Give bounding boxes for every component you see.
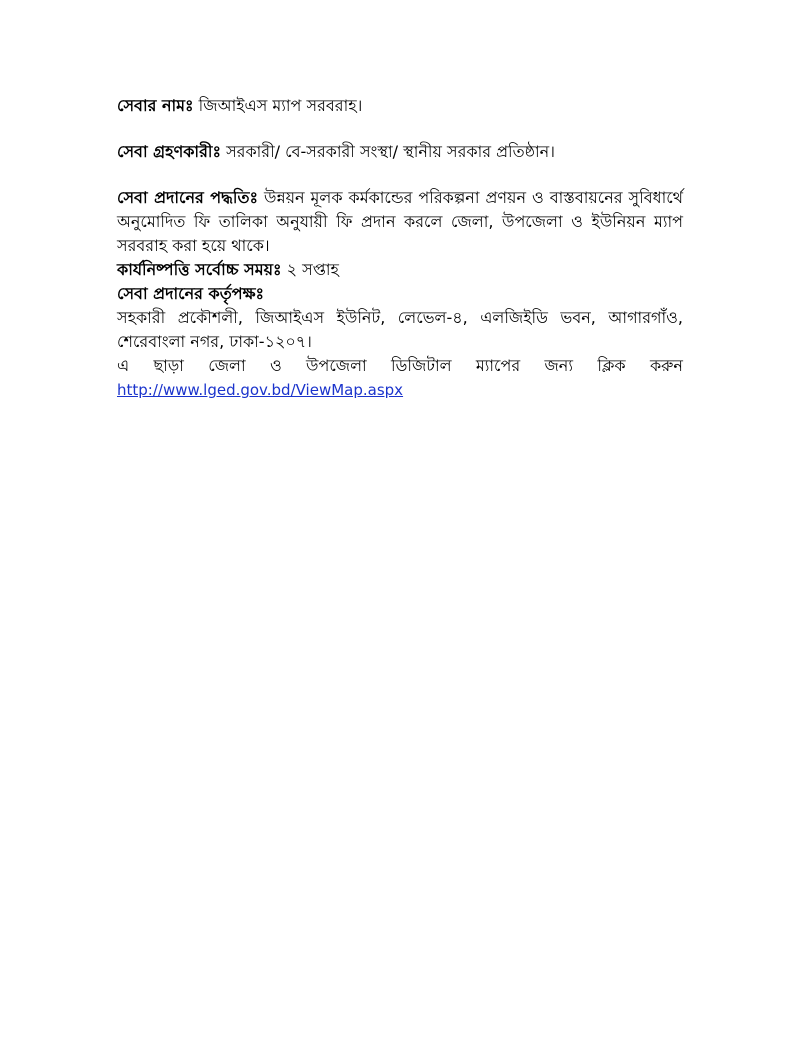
service-recipient-line bbox=[117, 140, 683, 164]
view-map-link[interactable]: http://www.lged.gov.bd/ViewMap.aspx bbox=[117, 381, 404, 399]
max-time-line bbox=[117, 258, 683, 282]
service-recipient-value: সরকারী/ বে-সরকারী সংস্থা/ স্থানীয় সরকার প্রতিষ্ঠান। bbox=[220, 142, 555, 161]
digital-map-word: করুন bbox=[649, 356, 683, 375]
authority-heading: সেবা প্রদানের কর্তৃপক্ষঃ bbox=[117, 284, 265, 303]
digital-map-link-line bbox=[117, 378, 683, 402]
authority-address: সহকারী প্রকৌশলী, জিআইএস ইউনিট, লেভেল-৪, এলজিইডি ভবন, আগারগাঁও, শেরেবাংলা নগর, ঢাকা-১২০৭। bbox=[117, 308, 683, 351]
digital-map-line bbox=[117, 354, 683, 378]
service-name-line bbox=[117, 94, 683, 118]
digital-map-word: ডিজিটাল bbox=[391, 356, 452, 375]
service-method-paragraph bbox=[117, 186, 683, 258]
service-method-value: উন্নয়ন মূলক কর্মকান্ডের পরিকল্পনা প্রণয়ন ও বাস্তবায়নের সুবিধার্থে অনুমোদিত ফি তালিকা অনুযায়ী ফি প্রদান করলে জেলা, উপজেলা ও ইউনিয়ন ম্যাপ সরবরাহ করা হয়ে থাকে। bbox=[117, 188, 683, 255]
digital-map-word: ক্লিক bbox=[597, 356, 626, 375]
max-time-label: কার্যনিষ্পত্তি সর্বোচ্চ সময়ঃ bbox=[117, 260, 282, 279]
digital-map-word: এ bbox=[117, 356, 130, 375]
document-body bbox=[117, 94, 683, 402]
digital-map-word: জেলা bbox=[208, 356, 246, 375]
service-name-value: জিআইএস ম্যাপ সরবরাহ। bbox=[193, 96, 363, 115]
service-recipient-label: সেবা গ্রহণকারীঃ bbox=[117, 142, 221, 161]
digital-map-word: ছাড়া bbox=[153, 356, 184, 375]
max-time-value: ২ সপ্তাহ bbox=[281, 260, 339, 279]
digital-map-word: জন্য bbox=[544, 356, 573, 375]
digital-map-word: উপজেলা bbox=[306, 356, 367, 375]
service-method-label: সেবা প্রদানের পদ্ধতিঃ bbox=[117, 188, 259, 207]
service-name-label: সেবার নামঃ bbox=[117, 96, 194, 115]
digital-map-word: ম্যাপের bbox=[475, 356, 521, 375]
digital-map-word: ও bbox=[269, 356, 282, 375]
